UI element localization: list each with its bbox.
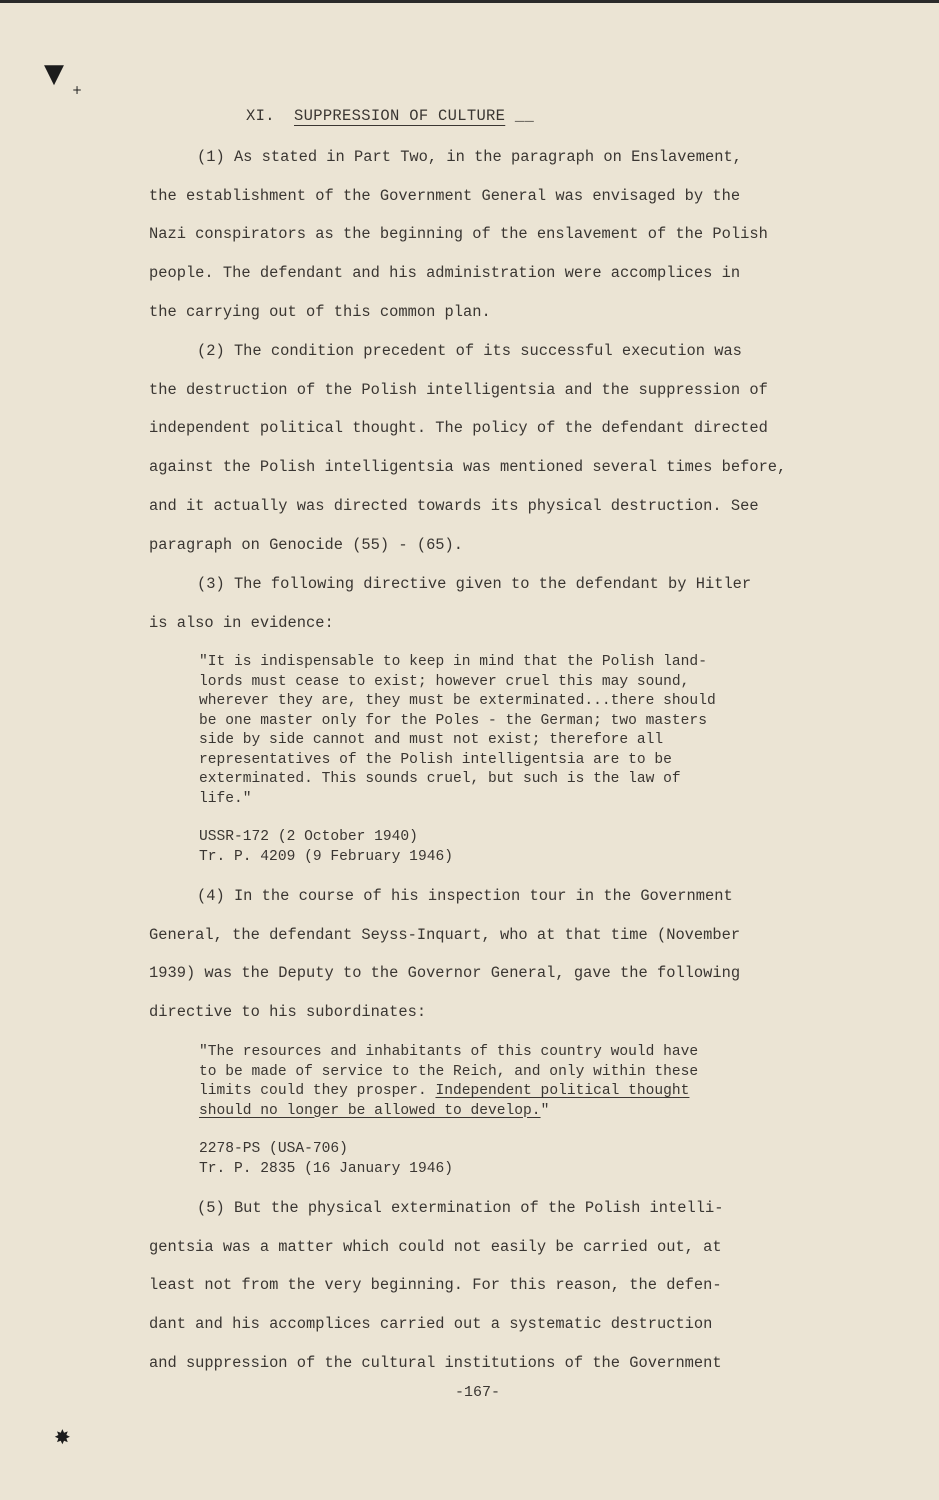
citation-line: Tr. P. 2835 (16 January 1946)	[199, 1161, 453, 1177]
margin-mark-bottom-icon: ✸	[54, 1425, 71, 1449]
paragraph-5	[149, 1189, 819, 1383]
citation-2	[199, 1139, 453, 1179]
page-number: -167-	[455, 1384, 501, 1401]
quote-line: to be made of service to the Reich, and only within these	[199, 1063, 699, 1080]
quote-line	[199, 1082, 799, 1102]
paragraph-line: people. The defendant and his administration were accomplices in	[149, 264, 741, 283]
section-number: XI.	[246, 107, 275, 125]
paragraph-line: General, the defendant Seyss-Inquart, who at that time (November	[149, 925, 741, 944]
paragraph-line: dant and his accomplices carried out a systematic destruction	[149, 1315, 713, 1334]
citation-1	[199, 827, 453, 867]
quote-text: "	[540, 1102, 550, 1119]
paragraph-line: the establishment of the Government General was envisaged by the	[149, 186, 741, 205]
quote-line: side by side cannot and must not exist; therefore all	[199, 732, 664, 748]
quote-text: limits could they prosper.	[199, 1083, 436, 1099]
quotation-seyss-inquart	[199, 1043, 799, 1121]
paragraph-line: against the Polish intelligentsia was mentioned several times before,	[149, 458, 787, 477]
quote-line: "The resources and inhabitants of this country would have	[199, 1044, 699, 1060]
margin-mark-small-icon: +	[72, 83, 83, 97]
paragraph-2	[149, 332, 819, 564]
paragraph-line: is also in evidence:	[149, 613, 334, 632]
paragraph-3	[149, 565, 819, 642]
paragraph-line: (3) The following directive given to the defendant by Hitler	[197, 575, 752, 593]
paragraph-line: Nazi conspirators as the beginning of the enslavement of the Polish	[149, 225, 768, 244]
paragraph-4	[149, 877, 819, 1032]
paragraph-line: paragraph on Genocide (55) - (65).	[149, 535, 464, 554]
quote-line: exterminated. This sounds cruel, but such is the law of	[199, 771, 681, 787]
quote-underlined-text: should no longer be allowed to develop.	[199, 1102, 541, 1119]
quote-line: life."	[199, 790, 252, 807]
paragraph-line: and suppression of the cultural institutions of the Government	[149, 1353, 722, 1372]
section-title: SUPPRESSION OF CULTURE	[294, 107, 506, 125]
citation-line: 2278-PS (USA-706)	[199, 1141, 348, 1157]
paragraph-line: (2) The condition precedent of its successful execution was	[197, 342, 742, 360]
quotation-hitler	[199, 653, 799, 809]
quote-line: representatives of the Polish intelligentsia are to be	[199, 751, 672, 768]
paragraph-line: and it actually was directed towards its physical destruction. See	[149, 496, 759, 515]
paragraph-line: (1) As stated in Part Two, in the paragraph on Enslavement,	[197, 148, 742, 166]
citation-line: USSR-172 (2 October 1940)	[199, 829, 418, 845]
quote-line	[199, 1102, 799, 1122]
paragraph-line: independent political thought. The policy of the defendant directed	[149, 419, 768, 438]
paragraph-line: least not from the very beginning. For this reason, the defen-	[149, 1276, 722, 1295]
margin-mark-top-icon: ▼	[44, 59, 64, 89]
quote-line: wherever they are, they must be exterminated...there should	[199, 693, 716, 709]
citation-line: Tr. P. 4209 (9 February 1946)	[199, 849, 453, 865]
paragraph-line: (5) But the physical extermination of the Polish intelli-	[197, 1199, 724, 1217]
quote-line: lords must cease to exist; however cruel this may sound,	[199, 673, 690, 690]
section-title-trail: __	[514, 107, 535, 125]
paragraph-line: directive to his subordinates:	[149, 1003, 427, 1022]
paragraph-line: the destruction of the Polish intelligentsia and the suppression of	[149, 380, 768, 399]
paragraph-line: the carrying out of this common plan.	[149, 302, 491, 321]
paragraph-line: (4) In the course of his inspection tour in the Government	[197, 887, 733, 905]
quote-underlined-text: Independent political thought	[435, 1083, 690, 1099]
paragraph-1	[149, 138, 819, 332]
section-heading	[246, 107, 534, 125]
paragraph-line: gentsia was a matter which could not easily be carried out, at	[149, 1237, 722, 1256]
quote-line: "It is indispensable to keep in mind that the Polish land-	[199, 654, 707, 670]
paragraph-line: 1939) was the Deputy to the Governor General, gave the following	[149, 964, 741, 983]
quote-line: be one master only for the Poles - the German; two masters	[199, 712, 707, 729]
